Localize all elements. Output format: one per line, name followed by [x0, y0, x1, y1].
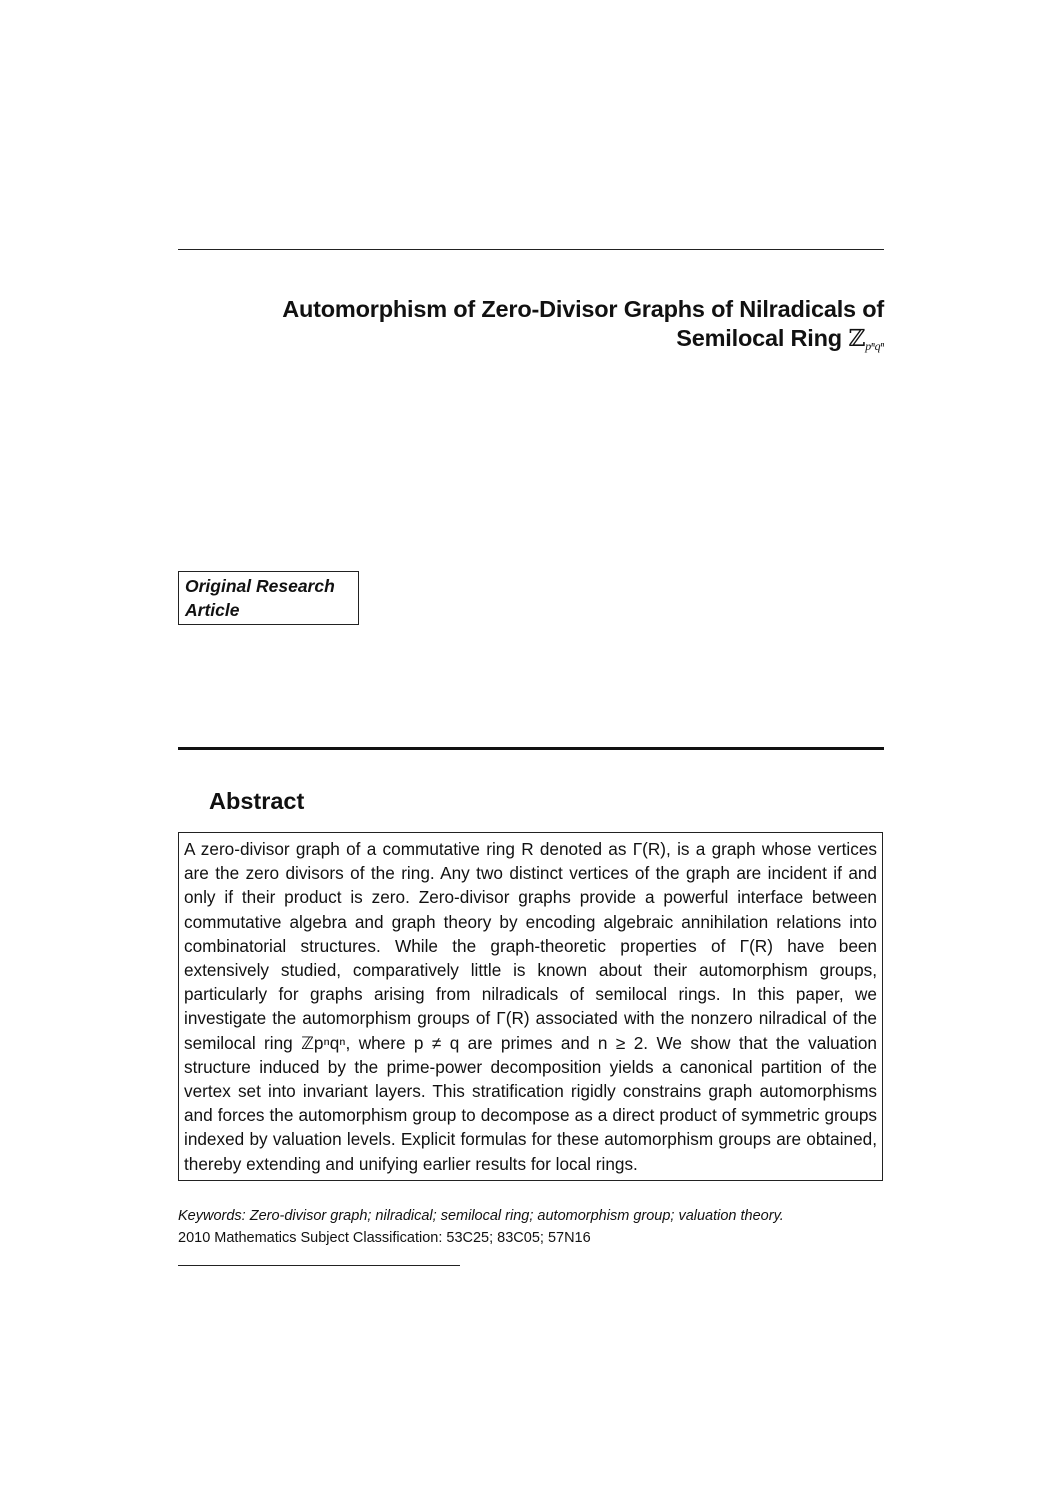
subject-classification: 2010 Mathematics Subject Classification: 53C25; 83C05; 57N16	[178, 1230, 591, 1246]
section-rule	[178, 747, 884, 750]
article-type-box	[178, 571, 359, 625]
paper-title-line-1: Automorphism of Zero-Divisor Graphs of Nilradicals of	[282, 296, 884, 322]
top-rule	[178, 249, 884, 250]
article-type-line-1: Original Research	[185, 576, 335, 596]
ring-symbol: ℤ	[848, 324, 866, 352]
footnote-rule	[178, 1265, 460, 1266]
keywords: Keywords: Zero-divisor graph; nilradical; semilocal ring; automorphism group; valuation theory.	[178, 1208, 784, 1224]
abstract-body: A zero-divisor graph of a commutative ring R denoted as Γ(R), is a graph whose vertices are the zero divisors of the ring. Any two distinct vertices of the graph are incident if and only if their product is zero. Zero-divisor graphs provide a powerful interface between commutative algebra and graph theory by encoding algebraic annihilation relations into combinatorial structures. While the graph-theoretic properties of Γ(R) have been extensively studied, comparatively little is known about their automorphism groups, particularly for graphs arising from nilradicals of semilocal rings. In this paper, we investigate the automorphism groups of Γ(R) associated with the nonzero nilradical of the semilocal ring ℤpⁿqⁿ, where p ≠ q are primes and n ≥ 2. We show that the valuation structure induced by the prime-power decomposition yields a canonical partition of the vertex set into invariant layers. This stratification rigidly constrains graph automorphisms and forces the automorphism group to decompose as a direct product of symmetric groups indexed by valuation levels. Explicit formulas for these automorphism groups are obtained, thereby extending and unifying earlier results for local rings.	[178, 832, 883, 1181]
ring-subscript: pⁿqⁿ	[865, 339, 884, 353]
article-type-line-2: Article	[185, 600, 240, 620]
abstract-heading: Abstract	[209, 788, 305, 814]
paper-title-line-2	[184, 324, 884, 361]
paper-title	[184, 295, 884, 361]
paper-title-line-2-text: Semilocal Ring	[676, 325, 849, 351]
